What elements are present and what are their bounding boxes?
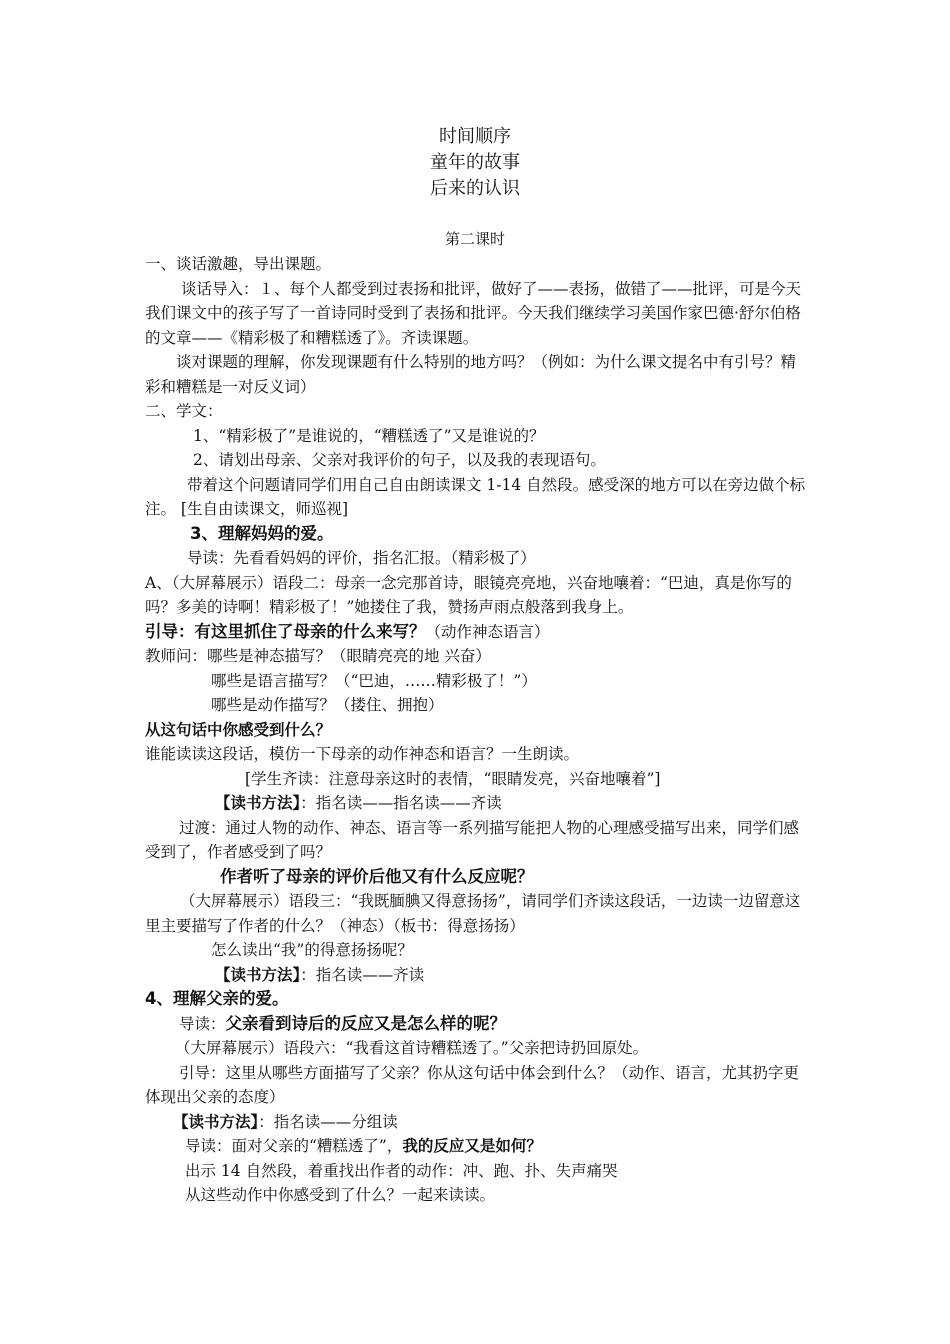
reading-method-text-1: ：指名读——指名读——齐读 <box>300 794 502 812</box>
prompt-mother-question: 引导：有这里抓住了母亲的什么来写？ <box>145 621 426 641</box>
reading-method-3 <box>145 1110 810 1135</box>
guide-father-label: 导读： <box>179 1014 226 1033</box>
reading-method-label-2: 【读书方法】 <box>215 965 301 984</box>
subheading-mother: 3、理解妈妈的爱。 <box>190 523 334 543</box>
transition-paragraph: 过渡：通过人物的动作、神态、语言等一系列描写能把人物的心理感受描写出来，同学们感受到了，作者感受到了吗？ <box>145 818 800 861</box>
guide-my-reaction <box>145 1134 810 1159</box>
class-reading-note: [学生齐读：注意母亲这时的表情，“眼睛发亮，兴奋地嚷着”] <box>245 769 661 788</box>
guide-my-reaction-label: 导读：面对父亲的“糟糕透了”， <box>185 1137 403 1155</box>
reading-method-text-3: ：指名读——分组读 <box>258 1112 398 1131</box>
document-body <box>145 252 810 1208</box>
paragraph-intro: 谈话导入：１、每个人都受到过表扬和批评，做好了——表扬，做错了——批评，可是今天我们课文中的孩子写了一首诗同时受到了表扬和批评。今天我们继续学习美国作家巴德·舒尔伯格的文章——《精彩极了和糟糕透了》。齐读课题。 <box>145 279 802 347</box>
reading-method-label-3: 【读书方法】 <box>173 1112 259 1131</box>
passage-three: （大屏幕展示）语段三：“我既腼腆又得意扬扬”，请同学们齐读这段话，一边读一边留意这里主要描写了作者的什么？（神态）（板书：得意扬扬） <box>145 892 801 935</box>
imitation-reading: 谁能读读这段话，模仿一下母亲的动作神态和语言？一生朗读。 <box>145 745 580 763</box>
title-line-1: 时间顺序 <box>439 126 511 147</box>
question-2: 2、请划出母亲、父亲对我评价的句子，以及我的表现语句。 <box>193 451 606 469</box>
guide-mother: 导读：先看看妈妈的评价，指名汇报。（精彩极了） <box>187 549 536 567</box>
title-block <box>0 124 950 202</box>
passage-six: （大屏幕展示）语段六：“我看这首诗糟糕透了。”父亲把诗扔回原处。 <box>175 1039 649 1057</box>
question-1: 1、“精彩极了”是谁说的，“糟糕透了”又是谁说的？ <box>193 426 545 445</box>
reading-method-2 <box>145 963 810 988</box>
feeling-question: 从这句话中你感受到什么？ <box>145 720 332 739</box>
author-reaction-question: 作者听了母亲的评价后他又有什么反应呢？ <box>220 866 534 886</box>
reading-method-1 <box>145 791 810 816</box>
passage-two: A、（大屏幕展示）语段二：母亲一念完那首诗，眼镜亮亮地，兴奋地嚷着：“巴迪，真是你写的吗？多美的诗啊！精彩极了！”她搂住了我，赞扬声雨点般落到我身上。 <box>145 573 792 616</box>
guide-father <box>145 1012 810 1037</box>
paragraph-reading-task: 带着这个问题请同学们用自己自由朗读课文 1-14 自然段。感受深的地方可以在旁边做个标注。 [生自由读课文，师巡视] <box>145 475 806 518</box>
teacher-question-language: 哪些是语言描写？（“巴迪，……精彩极了！”） <box>211 671 537 690</box>
heading-part-1: 一、谈话激趣，导出课题。 <box>145 255 332 273</box>
subheading-father: 4、理解父亲的爱。 <box>145 989 289 1008</box>
reading-method-label-1: 【读书方法】 <box>215 794 301 812</box>
guide-father-question: 父亲看到诗后的反应又是怎么样的呢？ <box>225 1013 507 1033</box>
reading-how-question: 怎么读出“我”的得意扬扬呢？ <box>211 941 413 959</box>
paragraph-14-actions: 出示 14 自然段，着重找出作者的动作：冲、跑、扑、失声痛哭 <box>185 1161 618 1180</box>
prompt-father: 引导：这里从哪些方面描写了父亲？你从这句话中体会到什么？（动作、语言，尤其扔字更体现出父亲的态度） <box>145 1063 800 1106</box>
prompt-mother <box>145 620 810 645</box>
paragraph-title-discussion: 谈对课题的理解，你发现课题有什么特别的地方吗？（例如：为什么课文提名中有引号？精彩和糟糕是一对反义词） <box>145 353 797 396</box>
section-title: 第二课时 <box>444 230 505 248</box>
guide-my-reaction-question: 我的反应又是如何？ <box>402 1137 542 1155</box>
teacher-question-expression: 教师问：哪些是神态描写？（眼睛亮亮的地 兴奋） <box>145 647 491 665</box>
teacher-question-action: 哪些是动作描写？（搂住、拥抱） <box>211 696 444 714</box>
heading-part-2: 二、学文： <box>145 402 223 420</box>
reading-method-text-2: ：指名读——齐读 <box>300 965 425 984</box>
title-line-3: 后来的认识 <box>430 178 520 199</box>
prompt-mother-answer: （动作神态语言） <box>425 622 550 641</box>
title-line-2: 童年的故事 <box>430 152 520 173</box>
closing-question: 从这些动作中你感受到了什么？一起来读读。 <box>185 1186 496 1204</box>
